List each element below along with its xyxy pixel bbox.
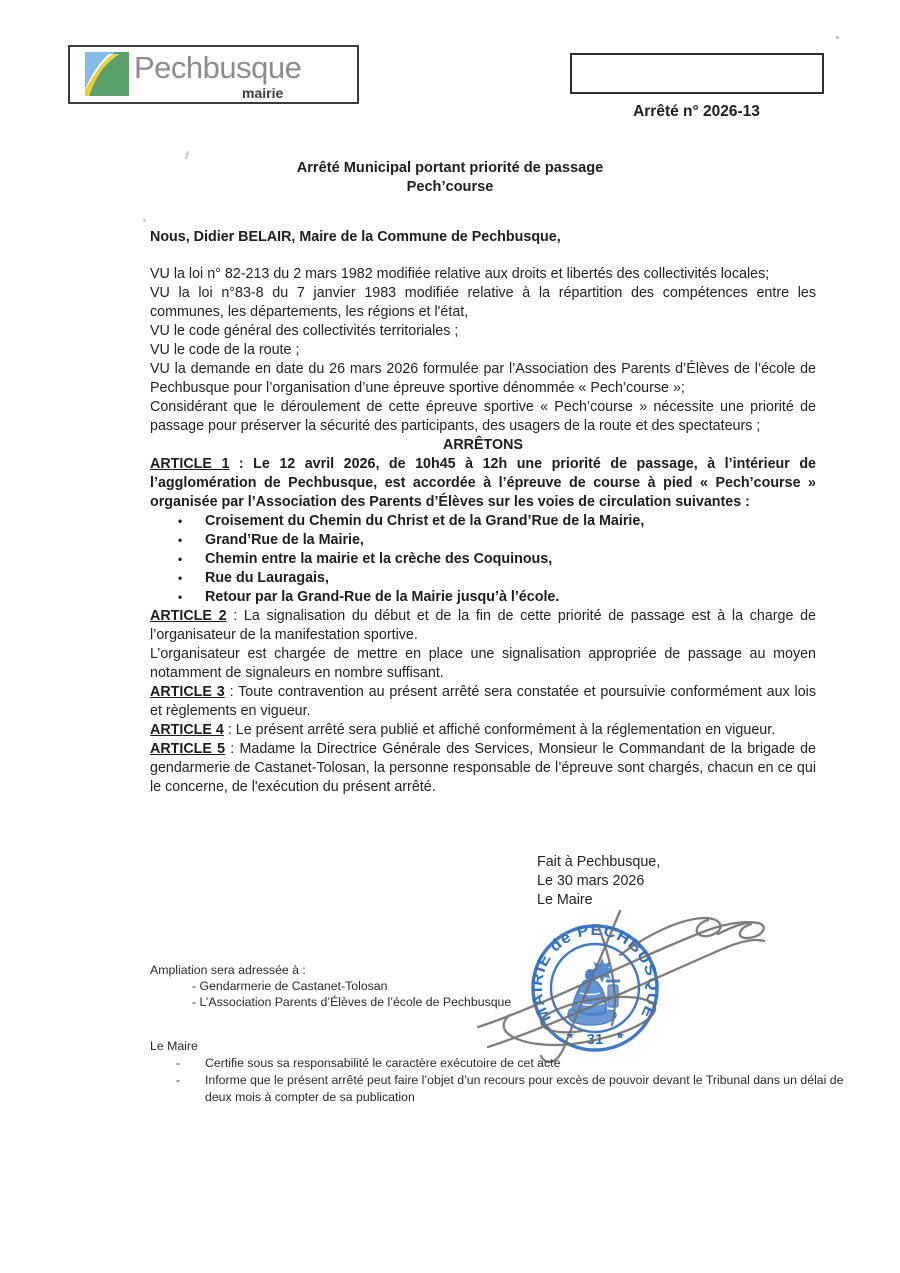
recital: VU la loi n°83-8 du 7 janvier 1983 modifiée relative à la répartition des compétences entre les communes, les départements, les régions et l'état, [150,285,816,320]
closing-date: Le 30 mars 2026 [537,873,645,889]
recital: VU la loi n° 82-213 du 2 mars 1982 modifiée relative aux droits et libertés des collectivités locales; [150,266,770,282]
scan-artifact [185,151,189,159]
document-title-line2: Pech’course [406,179,494,195]
route-text: Grand’Rue de la Mairie, [205,532,364,548]
logo-commune-name: Pechbusque [134,50,302,85]
route-text: Croisement du Chemin du Christ et de la Grand’Rue de la Mairie, [205,513,645,529]
document-body [150,228,816,797]
route-text: Rue du Lauragais, [205,570,329,586]
stamp-star-right-icon: ★ [615,1030,625,1042]
article-1-label: ARTICLE 1 [150,456,230,472]
article-2-text: : La signalisation du début et de la fin de cette priorité de passage est à la charge de l’organisateur de la manifestation sportive. [150,608,816,643]
article-2-label: ARTICLE 2 [150,608,227,624]
route-text: Retour par la Grand-Rue de la Mairie jusqu’à l’école. [205,589,560,605]
stamp-department-number: 31 [586,1031,604,1048]
scan-artifact [143,219,146,222]
bullet-icon: • [178,590,183,604]
dash-marker: - [176,1056,181,1070]
scan-artifact [836,36,839,39]
article-3 [150,683,816,721]
bullet-icon: • [178,514,183,528]
footer-title: Le Maire [150,1039,198,1053]
article-1-text: : Le 12 avril 2026, de 10h45 à 12h une priorité de passage, à l’intérieur de l’agglomération de Pechbusque, est accordée à l’épreuve de course à pied « Pech’course » organisée par l’Association des Parents d’Élèves sur les voies de circulation suivantes : [150,456,817,510]
recital: Considérant que le déroulement de cette épreuve sportive « Pech’course » nécessite une priorité de passage pour préserver la sécurité des participants, des usagers de la route et des spectateurs ; [150,399,816,434]
recital: VU le code général des collectivités territoriales ; [150,323,459,339]
ampliation-heading: Ampliation sera adressée à : [150,963,306,977]
footer-item [176,1055,850,1072]
route-text: Chemin entre la mairie et la crèche des Coquinous, [205,551,553,567]
article-2-extra: L’organisateur est chargée de mettre en place une signalisation appropriée de passage au moyen notamment de signaleurs en nombre suffisant. [150,646,816,681]
decision-heading: ARRÊTONS [443,437,523,453]
article-5 [150,740,816,797]
article-1 [150,455,816,512]
mairie-logo-box [68,45,359,104]
closing-place: Fait à Pechbusque, [537,854,661,870]
ampliation-block [150,962,511,1010]
opening-line: Nous, Didier BELAIR, Maire de la Commune de Pechbusque, [150,229,561,245]
recital: VU la demande en date du 26 mars 2026 formulée par l’Association des Parents d’Élèves de l’école de Pechbusque pour l’organisation d’une épreuve sportive dénommée « Pech’course »; [150,361,816,396]
ampliation-recipient: - L’Association Parents d’Élèves de l’école de Pechbusque [192,995,512,1009]
footer-notes [150,1038,850,1106]
article-2 [150,607,816,645]
article-5-label: ARTICLE 5 [150,741,226,757]
document-title [0,159,900,197]
recitals [150,265,816,436]
closing-signatory: Le Maire [537,892,593,908]
bullet-icon: • [178,552,183,566]
stamp-ring-text: MAIRIE de PECHBUSQUE [528,921,662,1025]
recital: VU le code de la route ; [150,342,300,358]
article-4-text: : Le présent arrêté sera publié et affiché conformément à la réglementation en vigueur. [223,722,776,738]
article-4 [150,721,816,740]
document-title-line1: Arrêté Municipal portant priorité de passage [296,160,604,176]
footer-item-text: Certifie sous sa responsabilité le caractère exécutoire de cet acte [205,1056,561,1070]
footer-item [176,1072,850,1106]
ampliation-recipient: - Gendarmerie de Castanet-Tolosan [192,979,388,993]
bullet-icon: • [178,533,183,547]
article-5-text: : Madame la Directrice Générale des Services, Monsieur le Commandant de la brigade de gendarmerie de Castanet-Tolosan, la personne responsable de l’épreuve sont chargés, chacun en ce qui le concerne, de l'exécution du présent arrêté. [150,741,816,795]
pechbusque-logo-icon [85,52,129,96]
route-item [178,512,816,531]
dash-marker: - [176,1073,181,1087]
decree-number: Arrêté n° 2026-13 [633,103,760,120]
reference-box [570,53,824,94]
footer-item-text: Informe que le présent arrêté peut faire l’objet d’un recours pour excès de pouvoir devant le Tribunal dans un délai de deux mois à compter de sa publication [205,1073,844,1104]
route-item [178,588,816,607]
route-list [150,512,816,607]
article-4-label: ARTICLE 4 [150,722,224,738]
stamp-star-left-icon: ★ [565,1030,575,1042]
route-item [178,569,816,588]
logo-subtitle: mairie [242,85,284,101]
bullet-icon: • [178,571,183,585]
route-item [178,550,816,569]
article-3-label: ARTICLE 3 [150,684,225,700]
route-item [178,531,816,550]
article-3-text: : Toute contravention au présent arrêté sera constatée et poursuivie conformément aux lois et règlements en vigueur. [150,684,816,719]
